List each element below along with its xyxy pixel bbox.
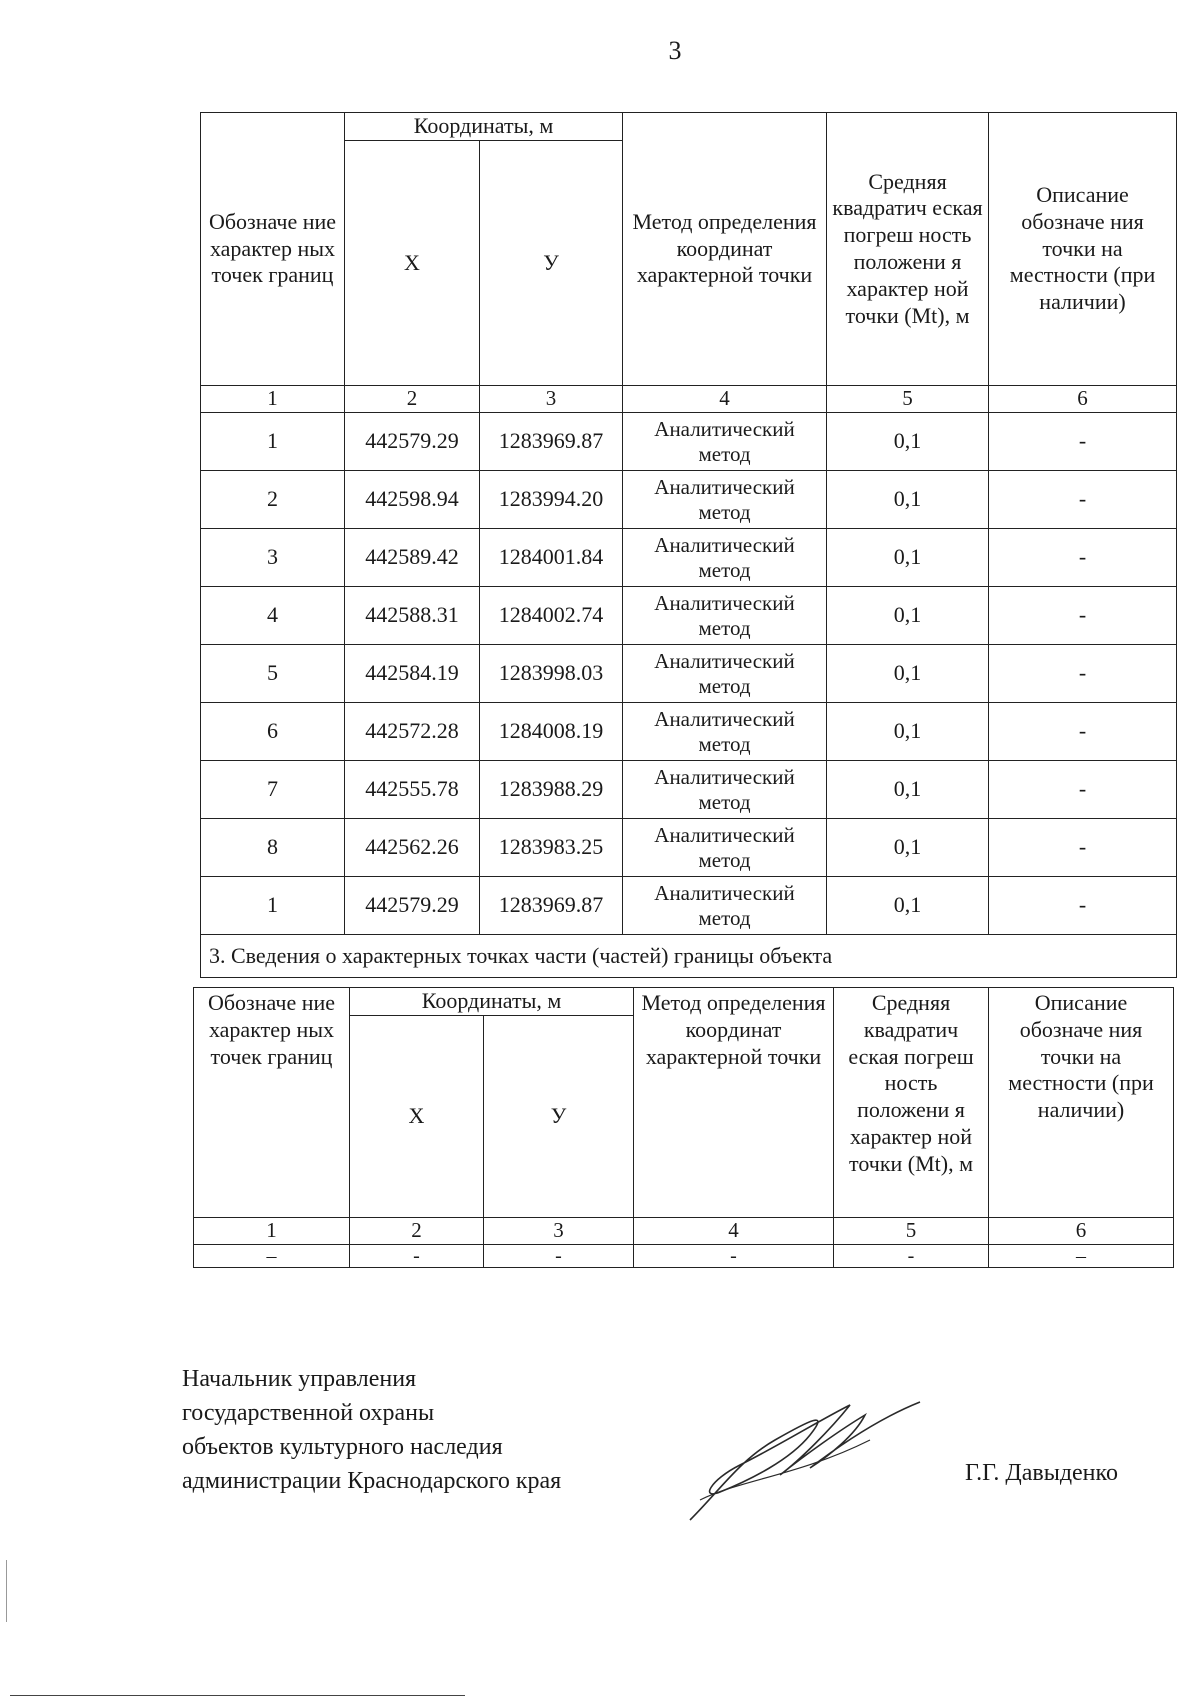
column-number-row xyxy=(194,1218,1174,1245)
header-y: У xyxy=(480,141,623,386)
signer-position xyxy=(182,1362,561,1498)
column-number: 2 xyxy=(350,1218,484,1245)
column-number: 4 xyxy=(623,386,827,413)
method-cell: Аналитический метод xyxy=(623,413,827,471)
header-method: Метод определения координат характерной точки xyxy=(634,988,834,1218)
description-cell: - xyxy=(989,471,1177,529)
column-number: 1 xyxy=(194,1218,350,1245)
y-cell: 1283994.20 xyxy=(480,471,623,529)
error-cell: 0,1 xyxy=(827,703,989,761)
header-description: Описание обозначе ния точки на местности (при наличии) xyxy=(989,113,1177,386)
position-line: объектов культурного наследия xyxy=(182,1434,503,1461)
header-error: Средняя квадратич еская погреш ность положени я характер ной точки (Mt), м xyxy=(827,113,989,386)
header-designation: Обозначе ние характер ных точек границ xyxy=(201,113,345,386)
column-number: 2 xyxy=(345,386,480,413)
table-row xyxy=(201,703,1177,761)
column-number-row xyxy=(201,386,1177,413)
x-cell: 442555.78 xyxy=(345,761,480,819)
point-cell: 6 xyxy=(201,703,345,761)
table-row xyxy=(201,819,1177,877)
coordinates-table xyxy=(200,112,1177,978)
header-designation: Обозначе ние характер ных точек границ xyxy=(194,988,350,1218)
method-cell: Аналитический метод xyxy=(623,703,827,761)
table-row xyxy=(194,1245,1174,1268)
column-number: 6 xyxy=(989,1218,1174,1245)
point-cell: 4 xyxy=(201,587,345,645)
point-cell: 8 xyxy=(201,819,345,877)
y-cell: 1284002.74 xyxy=(480,587,623,645)
header-coordinates: Координаты, м xyxy=(345,113,623,141)
error-cell: 0,1 xyxy=(827,645,989,703)
position-line: администрации Краснодарского края xyxy=(182,1468,562,1495)
column-number: 4 xyxy=(634,1218,834,1245)
header-description: Описание обозначе ния точки на местности (при наличии) xyxy=(989,988,1174,1218)
header-coordinates: Координаты, м xyxy=(350,988,634,1016)
description-cell: - xyxy=(989,587,1177,645)
empty-cell: - xyxy=(484,1245,634,1268)
table-row xyxy=(201,587,1177,645)
header-x: X xyxy=(350,1016,484,1218)
position-line: государственной охраны xyxy=(182,1400,435,1427)
x-cell: 442579.29 xyxy=(345,877,480,935)
handwritten-signature xyxy=(680,1380,940,1530)
point-cell: 7 xyxy=(201,761,345,819)
error-cell: 0,1 xyxy=(827,471,989,529)
empty-cell: - xyxy=(634,1245,834,1268)
table-row xyxy=(201,413,1177,471)
description-cell: - xyxy=(989,761,1177,819)
description-cell: - xyxy=(989,819,1177,877)
point-cell: 2 xyxy=(201,471,345,529)
header-x: X xyxy=(345,141,480,386)
error-cell: 0,1 xyxy=(827,413,989,471)
empty-cell: – xyxy=(194,1245,350,1268)
x-cell: 442589.42 xyxy=(345,529,480,587)
y-cell: 1284001.84 xyxy=(480,529,623,587)
part-coordinates-table xyxy=(193,987,1174,1268)
empty-cell: – xyxy=(989,1245,1174,1268)
table-row xyxy=(201,645,1177,703)
signer-name: Г.Г. Давыденко xyxy=(965,1460,1118,1486)
y-cell: 1284008.19 xyxy=(480,703,623,761)
x-cell: 442572.28 xyxy=(345,703,480,761)
description-cell: - xyxy=(989,703,1177,761)
x-cell: 442579.29 xyxy=(345,413,480,471)
y-cell: 1283983.25 xyxy=(480,819,623,877)
column-number: 6 xyxy=(989,386,1177,413)
table-row xyxy=(201,471,1177,529)
empty-cell: - xyxy=(834,1245,989,1268)
margin-mark xyxy=(6,1560,7,1622)
point-cell: 1 xyxy=(201,413,345,471)
method-cell: Аналитический метод xyxy=(623,761,827,819)
error-cell: 0,1 xyxy=(827,529,989,587)
error-cell: 0,1 xyxy=(827,761,989,819)
page-number: 3 xyxy=(668,36,682,65)
description-cell: - xyxy=(989,645,1177,703)
column-number: 1 xyxy=(201,386,345,413)
table-row xyxy=(201,529,1177,587)
x-cell: 442598.94 xyxy=(345,471,480,529)
x-cell: 442562.26 xyxy=(345,819,480,877)
position-line: Начальник управления xyxy=(182,1366,417,1392)
header-error: Средняя квадратич еская погреш ность положени я характер ной точки (Mt), м xyxy=(834,988,989,1218)
error-cell: 0,1 xyxy=(827,587,989,645)
method-cell: Аналитический метод xyxy=(623,819,827,877)
description-cell: - xyxy=(989,877,1177,935)
point-cell: 1 xyxy=(201,877,345,935)
x-cell: 442584.19 xyxy=(345,645,480,703)
description-cell: - xyxy=(989,413,1177,471)
y-cell: 1283969.87 xyxy=(480,413,623,471)
x-cell: 442588.31 xyxy=(345,587,480,645)
header-y: У xyxy=(484,1016,634,1218)
method-cell: Аналитический метод xyxy=(623,529,827,587)
point-cell: 3 xyxy=(201,529,345,587)
header-method: Метод определения координат характерной точки xyxy=(623,113,827,386)
point-cell: 5 xyxy=(201,645,345,703)
column-number: 3 xyxy=(484,1218,634,1245)
y-cell: 1283988.29 xyxy=(480,761,623,819)
method-cell: Аналитический метод xyxy=(623,471,827,529)
method-cell: Аналитический метод xyxy=(623,645,827,703)
column-number: 3 xyxy=(480,386,623,413)
error-cell: 0,1 xyxy=(827,819,989,877)
empty-cell: - xyxy=(350,1245,484,1268)
section-title: 3. Сведения о характерных точках части (частей) границы объекта xyxy=(201,935,1177,978)
y-cell: 1283969.87 xyxy=(480,877,623,935)
footer-line xyxy=(10,1695,465,1696)
column-number: 5 xyxy=(827,386,989,413)
table-row xyxy=(201,761,1177,819)
table-row xyxy=(201,877,1177,935)
column-number: 5 xyxy=(834,1218,989,1245)
description-cell: - xyxy=(989,529,1177,587)
error-cell: 0,1 xyxy=(827,877,989,935)
y-cell: 1283998.03 xyxy=(480,645,623,703)
method-cell: Аналитический метод xyxy=(623,587,827,645)
method-cell: Аналитический метод xyxy=(623,877,827,935)
